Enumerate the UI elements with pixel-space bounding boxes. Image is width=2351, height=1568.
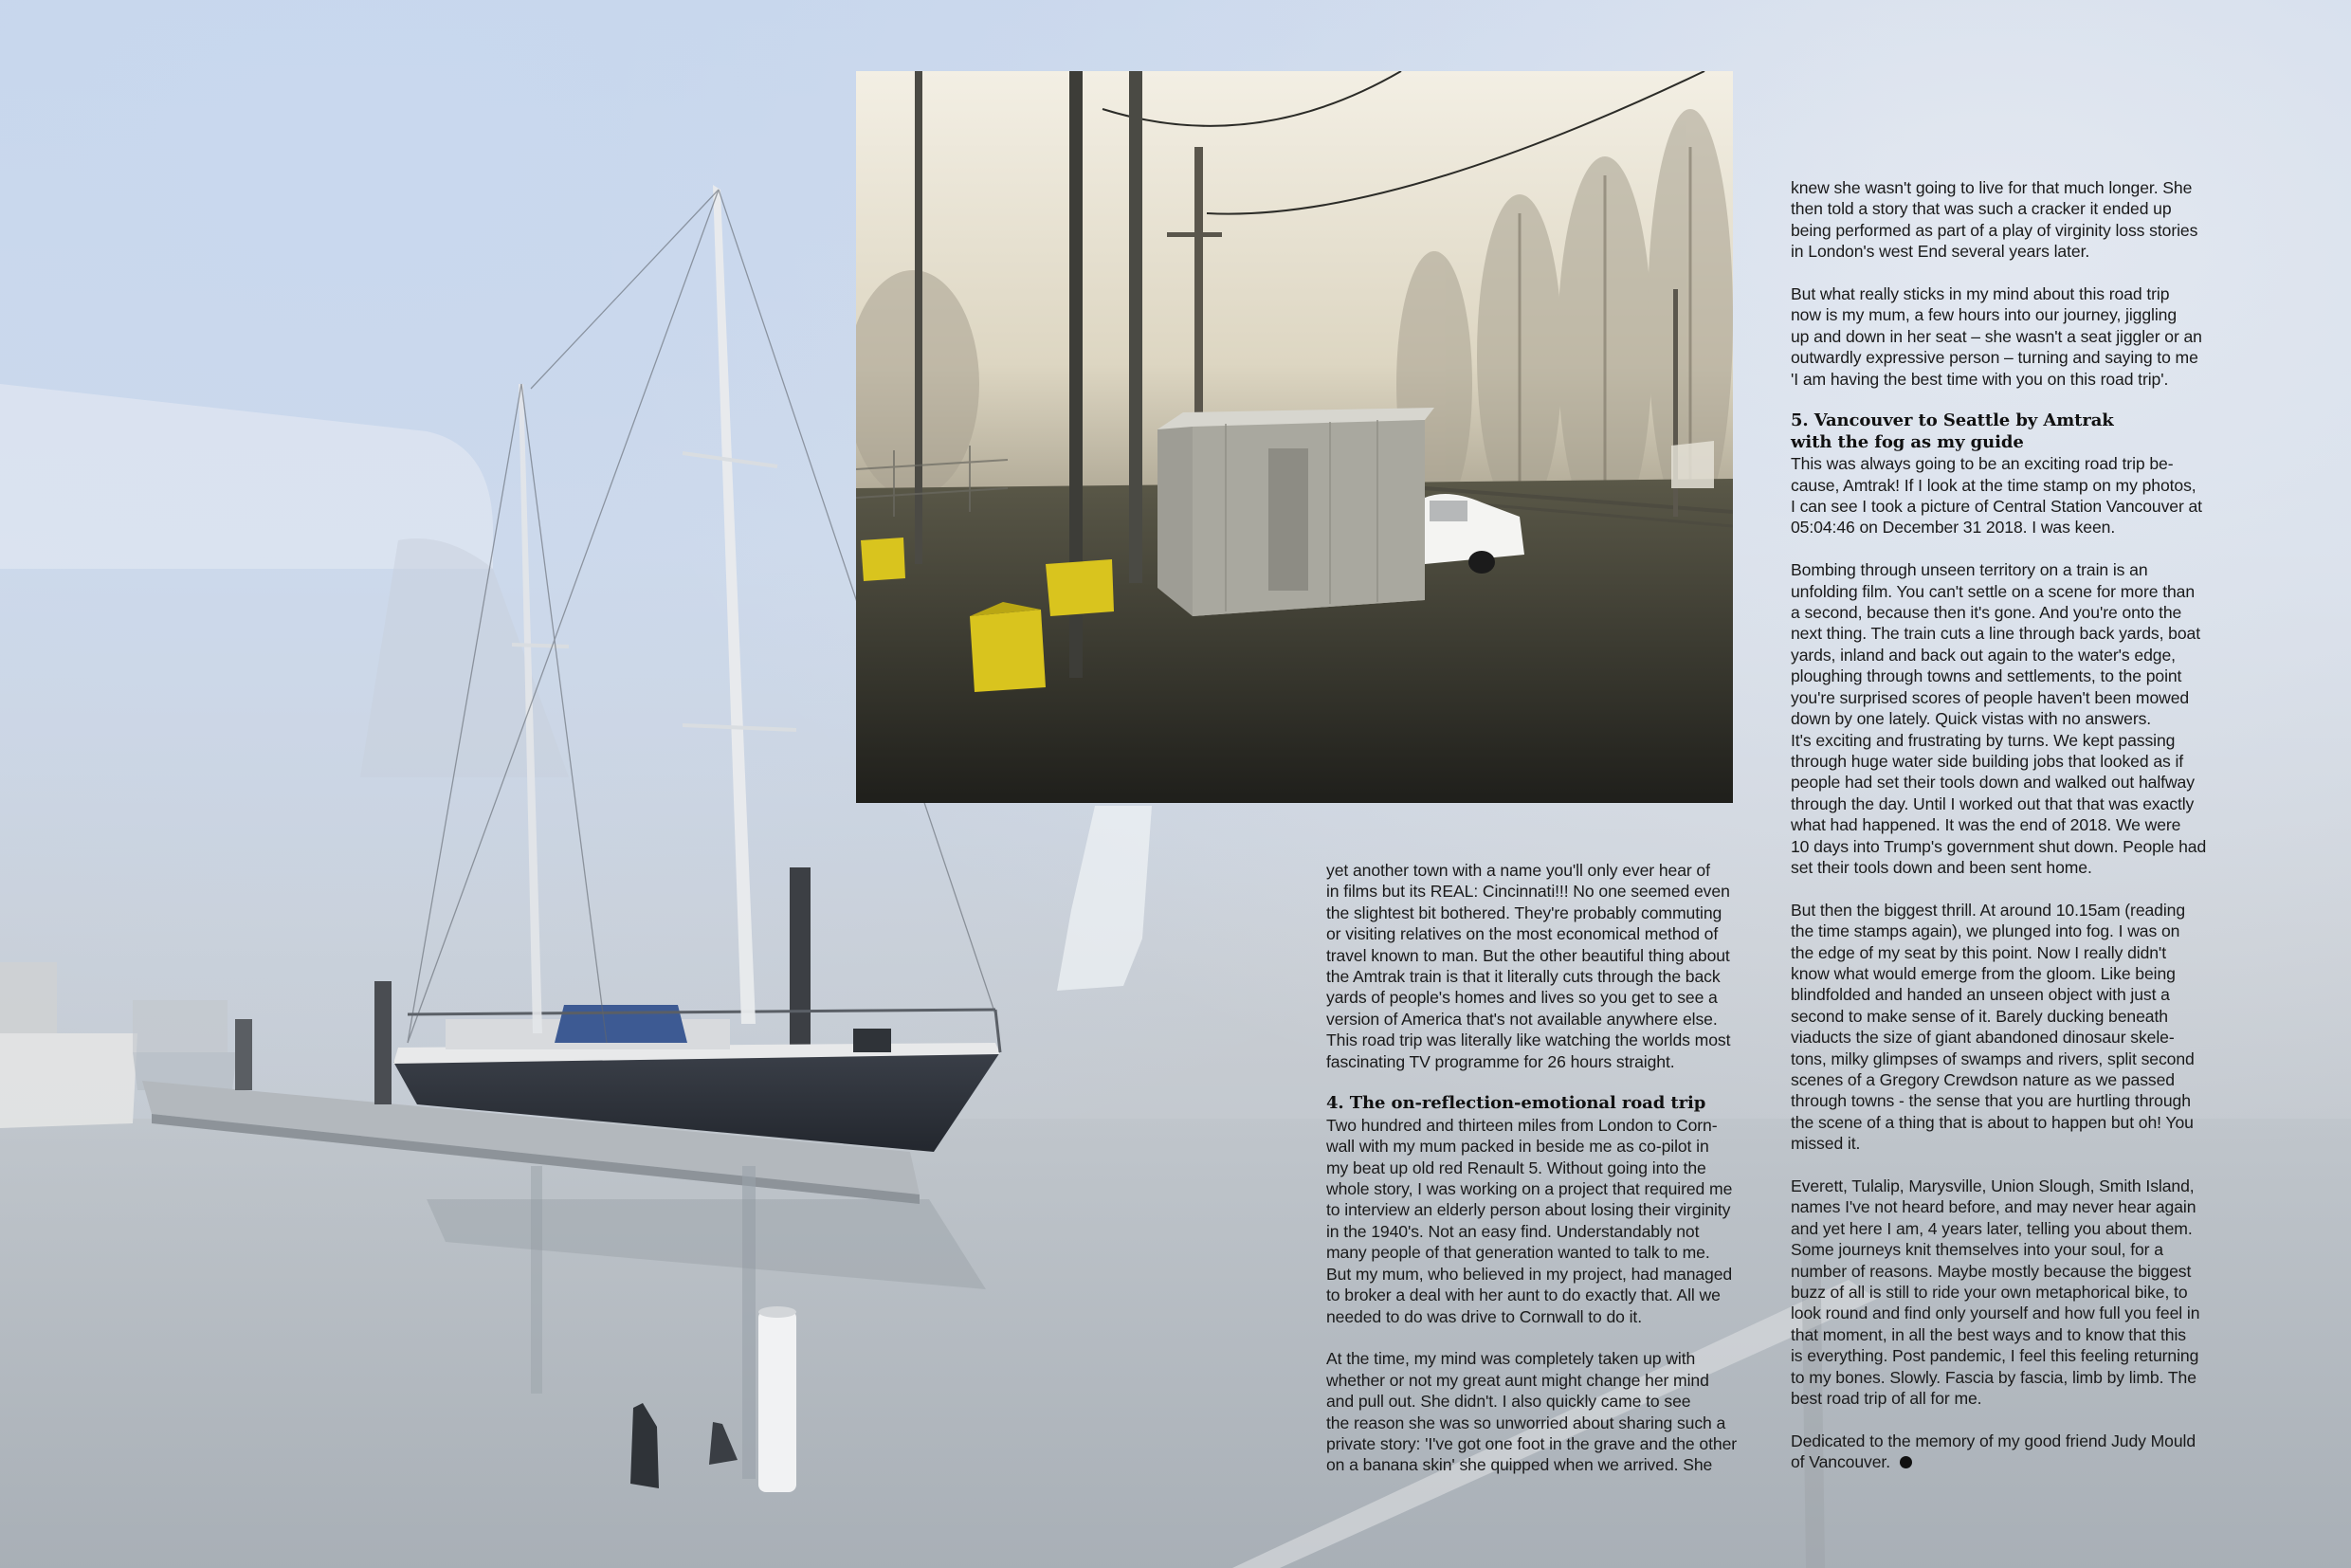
- paragraph-cornwall: Two hundred and thirteen miles from London to Corn- wall with my mum packed in beside me as co-pilot in my beat up old red Renault 5. Without going into the whole story, I was working on a project that required me to interview an elderly person about losing their virginity in the 1940's. Not an easy find. Understandably not many people of that generation wanted to talk to me. But my mum, who believed in my project, had managed to broker a deal with her aunt to do exactly that. All we needed to do was drive to Cornwall to do it.: [1326, 1115, 1733, 1326]
- rail-yard-illustration: [856, 71, 1733, 803]
- section-heading-5: 5. Vancouver to Seattle by Amtrak with the fog as my guide: [1791, 410, 2114, 452]
- dedication-text: Dedicated to the memory of my good friend Judy Mould of Vancouver.: [1791, 1431, 2196, 1472]
- paragraph-cincinnati: yet another town with a name you'll only ever hear of in films but its REAL: Cincinnati!!! No one seemed even the slightest bit bothered. They're probably commuting or visiting relatives on the most economical method of travel known to man. But the other beautiful thing about the Amtrak train is that it literally cuts through the back yards of people's homes and lives so you get to see a version of America that's not available anywhere else. This road trip was literally like watching the worlds most fascinating TV programme for 26 hours straight.: [1326, 861, 1731, 1071]
- paragraph-shutdown: It's exciting and frustrating by turns. We kept passing through huge water side building jobs that looked as if people had set their tools down and walked out halfway through the day. Until I worked out that that was exactly what had happened. It was the end of 2018. We were 10 days into Trump's government shut down. People had set their tools down and been sent home.: [1791, 730, 2207, 877]
- section-heading-4: 4. The on-reflection-emotional road trip: [1326, 1093, 1706, 1114]
- paragraph-west-end: knew she wasn't going to live for that much longer. She then told a story that was such a cracker it ended up being performed as part of a play of virginity loss stories in London's west End several years later.: [1791, 178, 2198, 262]
- paragraph-amtrak: This was always going to be an exciting road trip be- cause, Amtrak! If I look at the time stamp on my photos, I can see I took a picture of Central Station Vancouver at 05:04:46 on December 31 2018. I was keen.: [1791, 454, 2202, 538]
- paragraph-unseen-territory: Bombing through unseen territory on a train is an unfolding film. You can't settle on a scene for more than a second, because then it's gone. And you're onto the next thing. The train cuts a line through back yards, boat yards, inland and back out again to the water's edge, ploughing through towns and settlements, to the point you're surprised scores of people haven't been mowed down by one lately. Quick vistas with no answers.: [1791, 560, 2201, 729]
- dedication: [1791, 1431, 2246, 1473]
- paragraph-place-names: Everett, Tulalip, Marysville, Union Slough, Smith Island, names I've not heard before, and may never hear again and yet here I am, 4 years later, telling you about them. Some journeys knit themselves into your soul, for a number of reasons. Maybe mostly because the biggest buzz of all is still to ride your own metaphorical bike, to look round and find only yourself and how full you feel in that moment, in all the best ways and to know that this is everything. Post pandemic, I feel this feeling returning to my bones. Slowly. Fascia by fascia, limb by limb. The best road trip of all for me.: [1791, 1176, 2200, 1409]
- rail-yard-photo: [856, 71, 1733, 803]
- paragraph-mum-jiggling: But what really sticks in my mind about this road trip now is my mum, a few hours into our journey, jiggling up and down in her seat – she wasn't a seat jiggler or an outwardly expressive person – turning and saying to me 'I am having the best time with you on this road trip'.: [1791, 284, 2202, 389]
- text-column-right: [1791, 177, 2246, 1473]
- paragraph-fog-thrill: But then the biggest thrill. At around 10.15am (reading the time stamps again), we plunged into fog. I was on the edge of my seat by this point. Now I really didn't know what would emerge from the gloom. Like being blindfolded and handed an unseen object with just a second to make sense of it. Barely ducking beneath viaducts the size of giant abandoned dinosaur skele- tons, milky glimpses of swamps and rivers, split second scenes of a Gregory Crewdson nature as we passed through towns - the sense that you are hurtling through the scene of a thing that is about to happen but oh! You missed it.: [1791, 900, 2195, 1154]
- text-column-left: [1326, 860, 1772, 1476]
- paragraph-great-aunt: At the time, my mind was completely taken up with whether or not my great aunt might change her mind and pull out. She didn't. I also quickly came to see the reason she was so unworried about sharing such a private story: 'I've got one foot in the grave and the other on a banana skin' she quipped when we arrived. She: [1326, 1349, 1738, 1475]
- end-mark-icon: [1900, 1456, 1912, 1468]
